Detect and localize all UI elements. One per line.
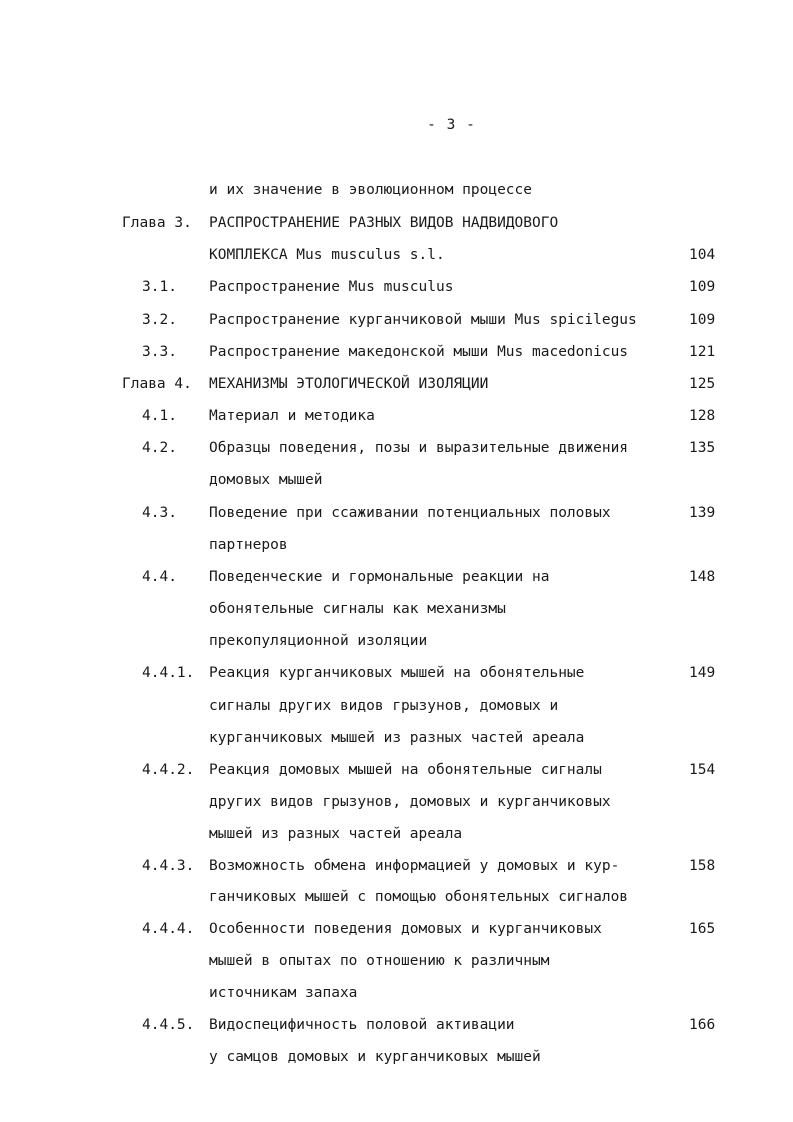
toc-entry-number: 4.4.3. [142, 858, 195, 874]
toc-entry-text: Материал и методика [209, 408, 375, 424]
toc-entry-page: 121 [689, 344, 716, 360]
toc-entry-number: 4.2. [142, 440, 177, 456]
toc-entry-text: Поведение при ссаживании потенциальных половых [209, 505, 611, 521]
toc-entry-page: 148 [689, 569, 716, 585]
toc-entry-text: прекопуляционной изоляции [209, 633, 428, 649]
page-number: - 3 - [427, 117, 476, 133]
toc-entry-number: 4.1. [142, 408, 177, 424]
toc-entry-text: сигналы других видов грызунов, домовых и [209, 698, 559, 714]
toc-entry-page: 135 [689, 440, 716, 456]
toc-entry-page: 166 [689, 1017, 716, 1033]
toc-entry-number: 4.4.4. [142, 921, 195, 937]
toc-entry-number: Глава 4. [122, 376, 192, 392]
toc-entry-text: и их значение в эволюционном процессе [209, 182, 533, 198]
toc-entry-text: ганчиковых мышей с помощью обонятельных сигналов [209, 889, 629, 905]
toc-entry-page: 158 [689, 858, 716, 874]
toc-entry-text: домовых мышей [209, 472, 323, 488]
toc-entry-text: Поведенческие и гормональные реакции на [209, 569, 550, 585]
toc-entry-page: 149 [689, 665, 716, 681]
toc-entry-number: 4.4. [142, 569, 177, 585]
toc-entry-text: источникам запаха [209, 985, 358, 1001]
toc-entry-text: Реакция домовых мышей на обонятельные сигналы [209, 762, 602, 778]
toc-entry-text: Распространение курганчиковой мыши Mus spicilegus [209, 312, 637, 328]
toc-entry-page: 139 [689, 505, 716, 521]
toc-entry-text: Распространение македонской мыши Mus macedonicus [209, 344, 629, 360]
toc-entry-text: у самцов домовых и курганчиковых мышей [209, 1049, 541, 1065]
toc-entry-number: 3.2. [142, 312, 177, 328]
toc-entry-text: Образцы поведения, позы и выразительные движения [209, 440, 629, 456]
toc-entry-text: обонятельные сигналы как механизмы [209, 601, 506, 617]
toc-entry-number: 4.4.2. [142, 762, 195, 778]
toc-entry-text: Распространение Mus musculus [209, 279, 454, 295]
toc-entry-text: КОМПЛЕКСА Mus musculus s.l. [209, 247, 445, 263]
toc-entry-text: Видоспецифичность половой активации [209, 1017, 515, 1033]
toc-entry-page: 109 [689, 279, 716, 295]
toc-entry-number: 4.4.1. [142, 665, 195, 681]
toc-entry-page: 154 [689, 762, 716, 778]
toc-entry-number: 3.1. [142, 279, 177, 295]
toc-entry-text: Возможность обмена информацией у домовых и кур- [209, 858, 620, 874]
toc-entry-text: Особенности поведения домовых и курганчиковых [209, 921, 602, 937]
toc-entry-page: 128 [689, 408, 716, 424]
toc-entry-text: курганчиковых мышей из разных частей ареала [209, 730, 585, 746]
toc-entry-page: 125 [689, 376, 716, 392]
toc-entry-text: мышей в опытах по отношению к различным [209, 953, 550, 969]
toc-entry-text: других видов грызунов, домовых и курганчиковых [209, 794, 611, 810]
toc-entry-text: Реакция курганчиковых мышей на обонятельные [209, 665, 585, 681]
toc-entry-number: Глава 3. [122, 215, 192, 231]
toc-entry-number: 4.4.5. [142, 1017, 195, 1033]
toc-entry-number: 4.3. [142, 505, 177, 521]
toc-entry-page: 109 [689, 312, 716, 328]
toc-entry-text: МЕХАНИЗМЫ ЭТОЛОГИЧЕСКОЙ ИЗОЛЯЦИИ [209, 376, 489, 392]
toc-entry-text: мышей из разных частей ареала [209, 826, 463, 842]
toc-entry-text: партнеров [209, 537, 288, 553]
toc-entry-text: РАСПРОСТРАНЕНИЕ РАЗНЫХ ВИДОВ НАДВИДОВОГО [209, 215, 559, 231]
toc-entry-number: 3.3. [142, 344, 177, 360]
toc-entry-page: 104 [689, 247, 716, 263]
toc-entry-page: 165 [689, 921, 716, 937]
